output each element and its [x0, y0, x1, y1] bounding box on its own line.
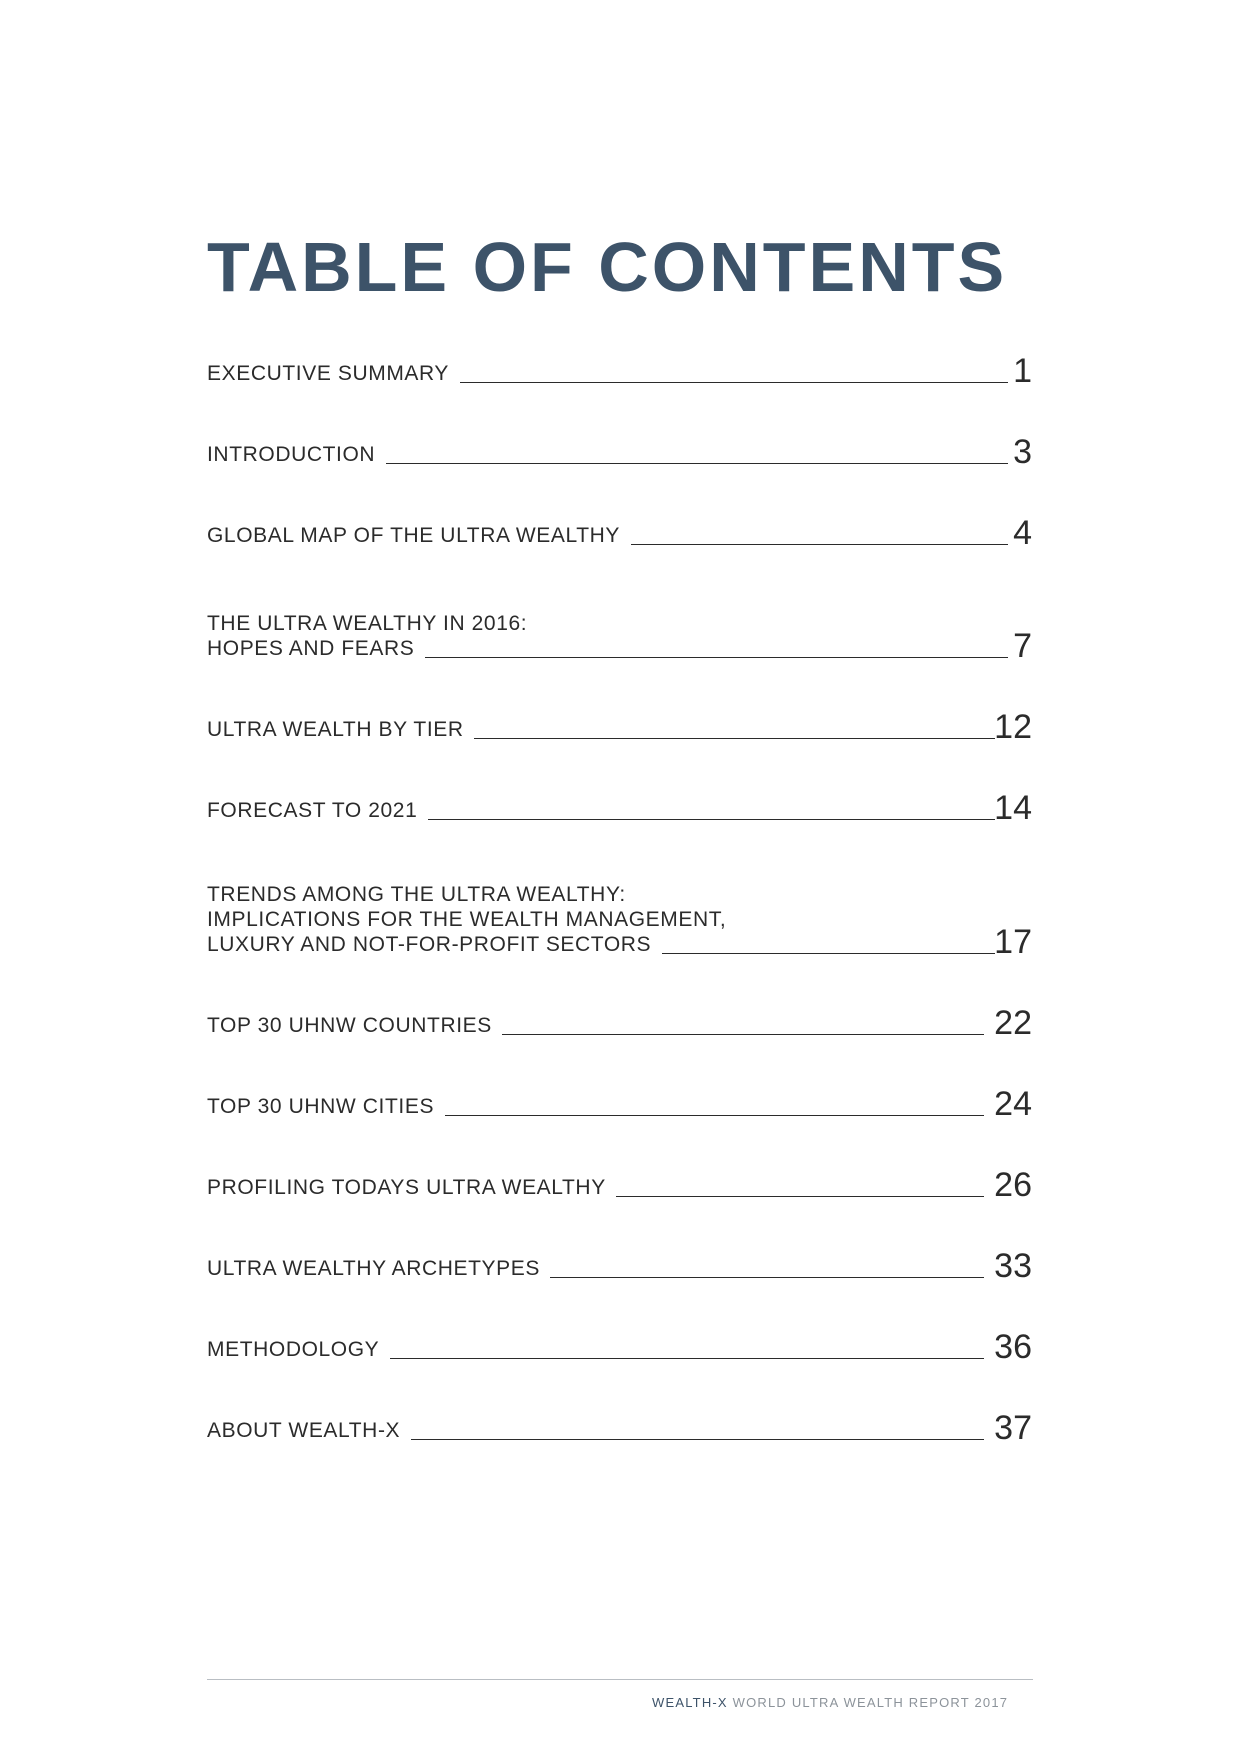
toc-entry-top-cities[interactable]	[207, 1029, 1032, 1123]
toc-page-number: 12	[994, 708, 1032, 746]
toc-page-number: 7	[1013, 627, 1032, 665]
toc-entry-label: THE ULTRA WEALTHY IN 2016: HOPES AND FEARS	[207, 612, 528, 660]
toc-page-number: 3	[1013, 433, 1032, 471]
toc-entry-label: TOP 30 UHNW CITIES	[207, 1095, 435, 1118]
toc-entry-label: GLOBAL MAP OF THE ULTRA WEALTHY	[207, 524, 621, 547]
dot-leader	[411, 1439, 984, 1440]
toc-page-number: 17	[994, 923, 1032, 961]
footer-brand: WEALTH-X	[652, 1695, 728, 1710]
toc-page-number: 33	[994, 1247, 1032, 1285]
page-title: TABLE OF CONTENTS	[207, 228, 1008, 306]
toc-entry-trends[interactable]	[207, 867, 1032, 961]
toc-entry-label: FORECAST TO 2021	[207, 799, 418, 822]
toc-entry-wealth-by-tier[interactable]	[207, 652, 1032, 746]
toc-entry-label: ULTRA WEALTHY ARCHETYPES	[207, 1257, 540, 1280]
toc-entry-top-countries[interactable]	[207, 948, 1032, 1042]
toc-entry-archetypes[interactable]	[207, 1191, 1032, 1285]
toc-entry-forecast[interactable]	[207, 733, 1032, 827]
footer-divider	[207, 1679, 1033, 1680]
toc-entry-executive-summary[interactable]	[207, 296, 1032, 390]
toc-entry-label: ULTRA WEALTH BY TIER	[207, 718, 464, 741]
toc-page-number: 22	[994, 1004, 1032, 1042]
toc-page-number: 36	[994, 1328, 1032, 1366]
dot-leader	[631, 544, 1008, 545]
toc-page-number: 26	[994, 1166, 1032, 1204]
footer	[652, 1695, 1008, 1710]
toc-page-number: 4	[1013, 514, 1032, 552]
toc-entry-hopes-and-fears[interactable]	[207, 571, 1032, 665]
toc-page-number: 37	[994, 1409, 1032, 1447]
toc-page-number: 1	[1013, 352, 1032, 390]
toc-entry-label: INTRODUCTION	[207, 443, 376, 466]
toc-entry-label: EXECUTIVE SUMMARY	[207, 362, 450, 385]
toc-entry-profiling[interactable]	[207, 1110, 1032, 1204]
toc-entry-label: TOP 30 UHNW COUNTRIES	[207, 1014, 492, 1037]
toc-entry-label: ABOUT WEALTH-X	[207, 1419, 401, 1442]
footer-report-title: WORLD ULTRA WEALTH REPORT 2017	[727, 1695, 1009, 1710]
toc-entry-about[interactable]	[207, 1353, 1032, 1447]
toc-entry-introduction[interactable]	[207, 377, 1032, 471]
toc-entry-global-map[interactable]	[207, 458, 1032, 552]
toc-page-number: 24	[994, 1085, 1032, 1123]
toc-entry-label: PROFILING TODAYS ULTRA WEALTHY	[207, 1176, 606, 1199]
toc-page-number: 14	[994, 789, 1032, 827]
toc-entry-methodology[interactable]	[207, 1272, 1032, 1366]
toc-entry-label: METHODOLOGY	[207, 1338, 380, 1361]
dot-leader	[428, 819, 995, 820]
toc-entry-label: TRENDS AMONG THE ULTRA WEALTHY: IMPLICATIONS FOR THE WEALTH MANAGEMENT, LUXURY AND NOT-FOR-PROFIT SECTORS	[207, 883, 727, 956]
